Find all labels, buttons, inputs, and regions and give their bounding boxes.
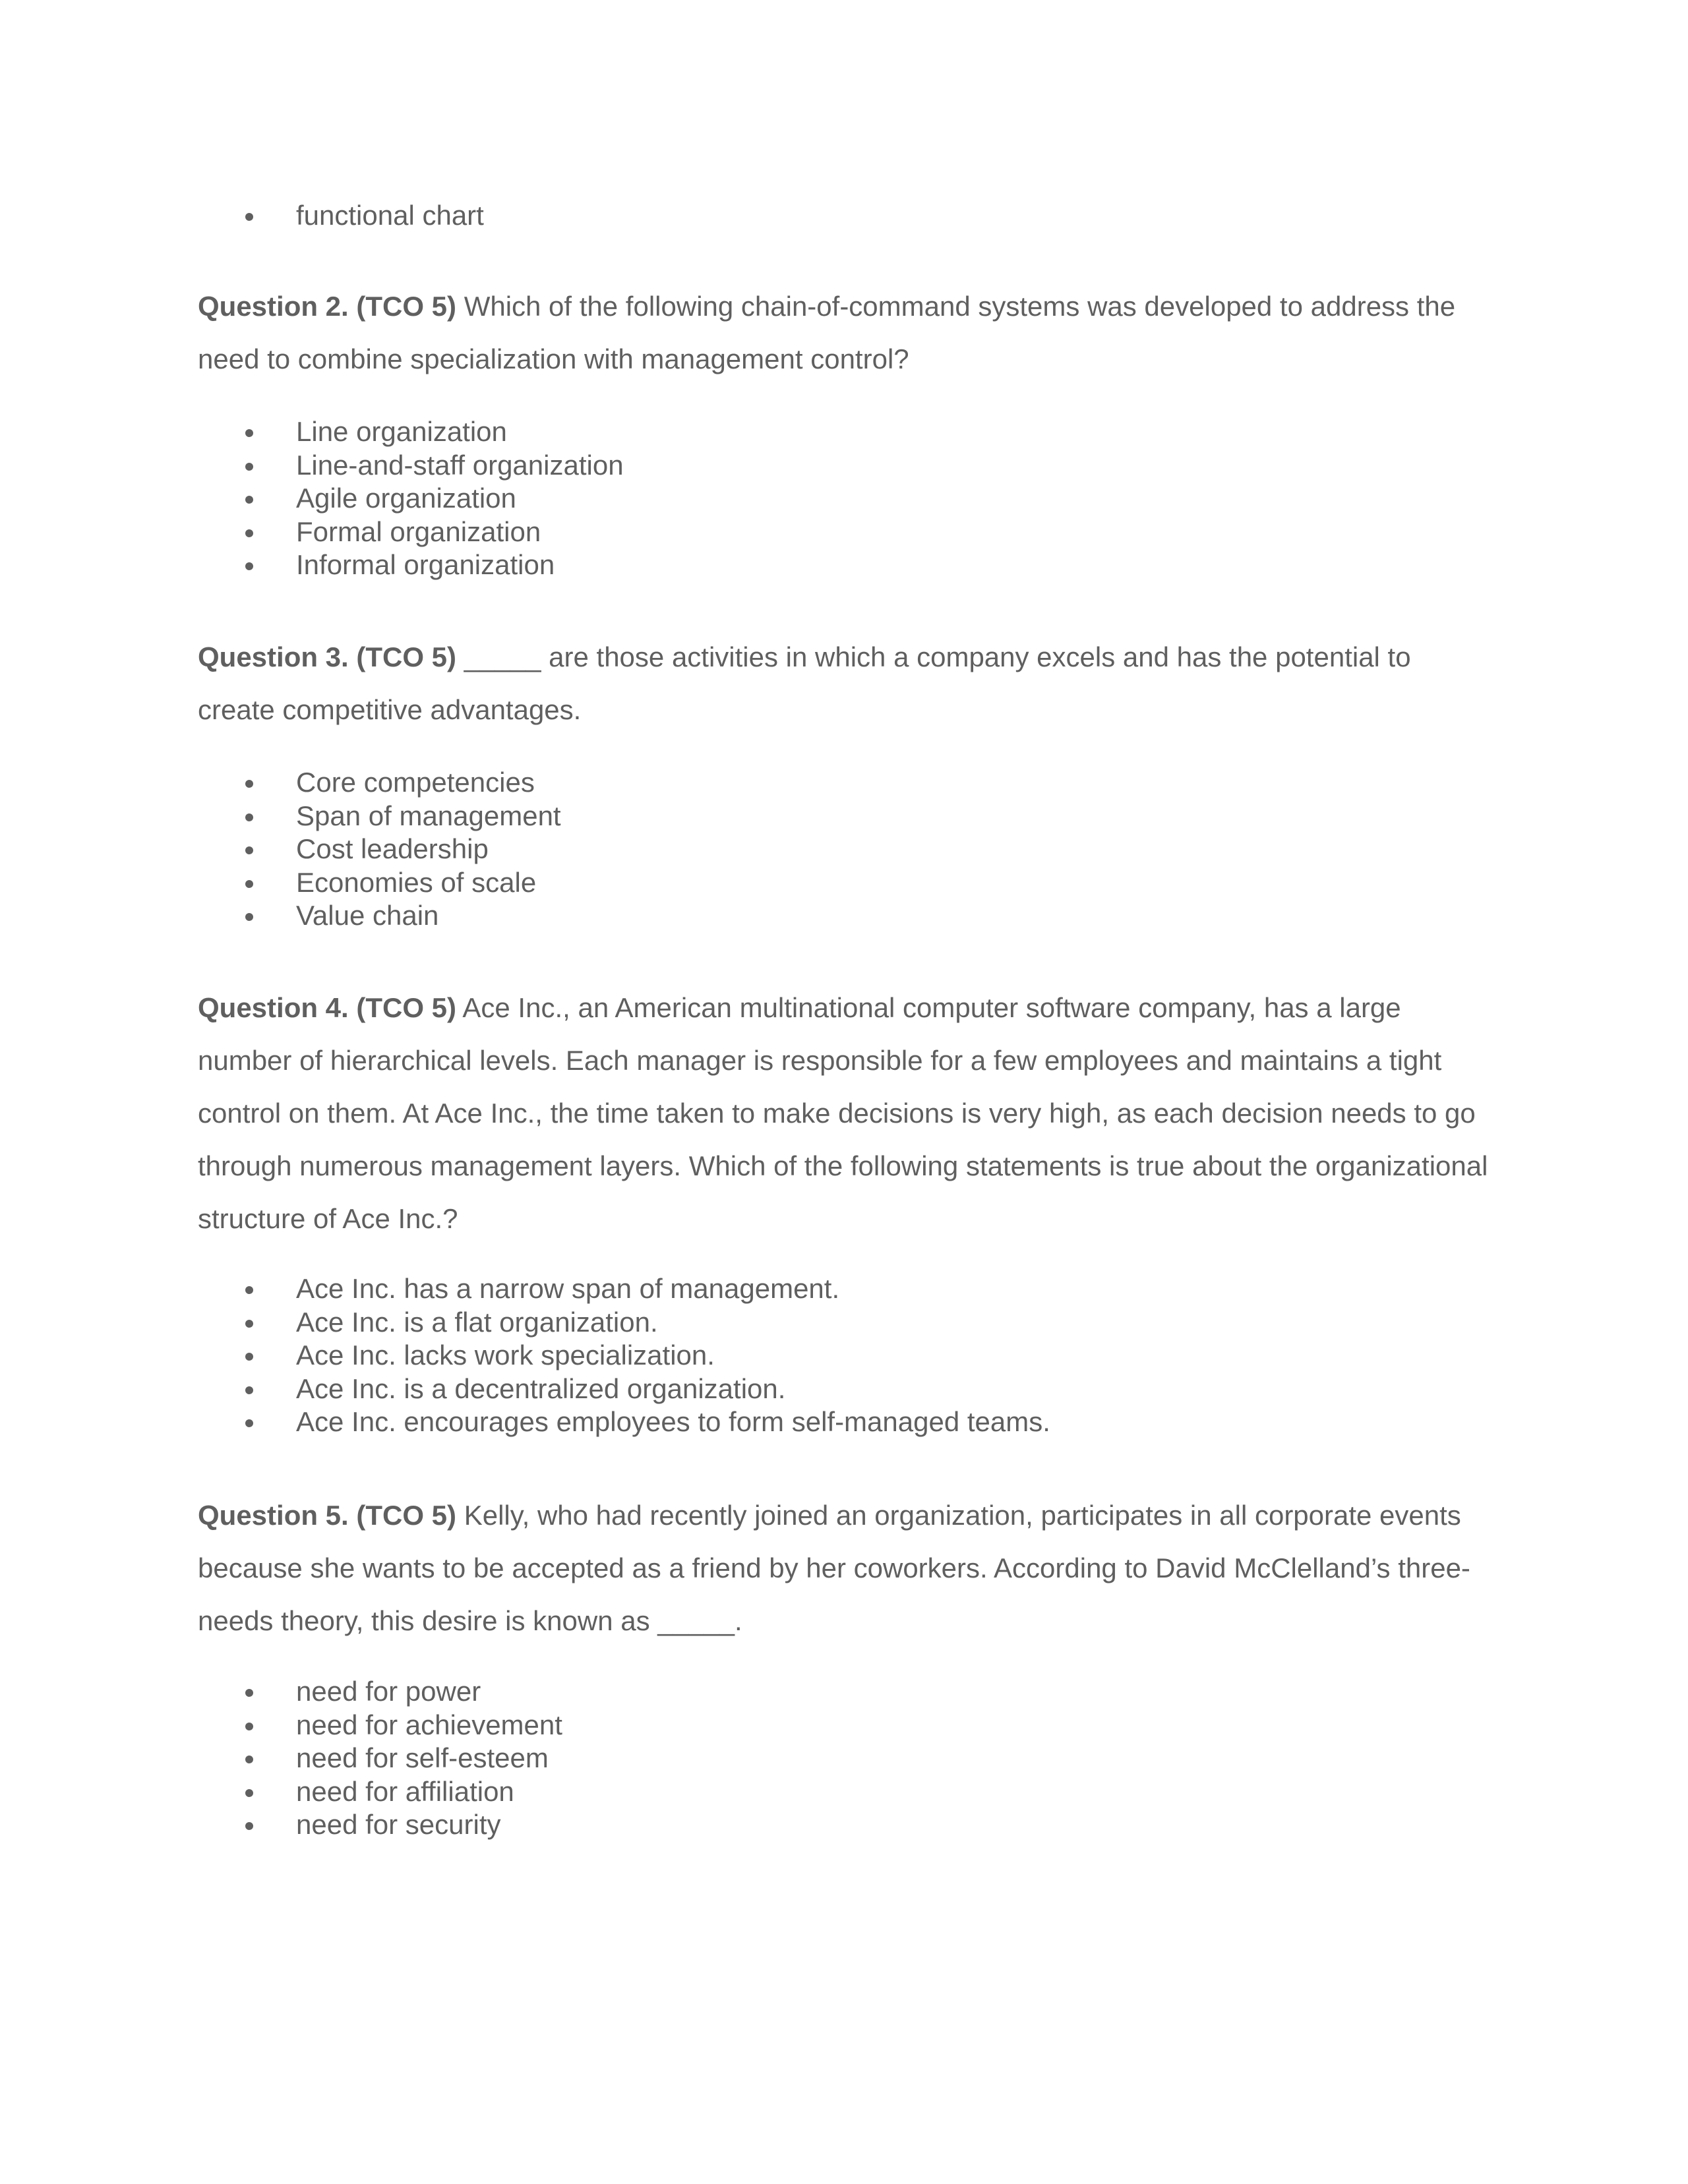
question-text: Kelly, who had recently joined an organization, participates in all corporate events because she wants to be accepted as a friend by her coworkers. According to David McClelland’s three-needs theory, this desire is known as _____. <box>198 1500 1470 1636</box>
option-text: Cost leadership <box>296 833 489 864</box>
bullet-icon <box>245 1689 253 1697</box>
option-text: Span of management <box>296 800 561 831</box>
list-item <box>0 199 484 233</box>
bullet-icon <box>245 1756 253 1763</box>
bullet-icon <box>245 429 253 437</box>
question-text: Ace Inc., an American multinational computer software company, has a large number of hierarchical levels. Each manager is responsible for a few employees and maintains a tight control on them. At Ace Inc., the time taken to make decisions is very high, as each decision needs to go through numerous management layers. Which of the following statements is true about the organizational structure of Ace Inc.? <box>198 992 1488 1234</box>
list-item <box>0 1808 562 1842</box>
option-text: Agile organization <box>296 483 516 514</box>
bullet-icon <box>245 213 253 221</box>
option-text: need for power <box>296 1676 481 1707</box>
bullet-icon <box>245 1419 253 1427</box>
bullet-icon <box>245 813 253 821</box>
list-item <box>0 833 561 866</box>
question-label: Question 2. (TCO 5) <box>198 291 457 322</box>
bullet-icon <box>245 1386 253 1394</box>
list-item <box>0 1709 562 1742</box>
option-text: Informal organization <box>296 549 555 580</box>
option-text: need for self-esteem <box>296 1742 549 1773</box>
list-item <box>0 1339 1050 1372</box>
option-text: need for achievement <box>296 1709 562 1740</box>
list-item <box>0 800 561 833</box>
question-3-options <box>0 766 561 933</box>
question-4-options <box>0 1272 1050 1439</box>
option-text: Line organization <box>296 416 507 447</box>
bullet-icon <box>245 1789 253 1797</box>
bullet-icon <box>245 529 253 537</box>
question-5-options <box>0 1675 562 1842</box>
option-text: Ace Inc. is a flat organization. <box>296 1306 658 1338</box>
question-4 <box>198 982 1490 1245</box>
option-text: functional chart <box>296 200 484 231</box>
bullet-icon <box>245 780 253 788</box>
option-text: Ace Inc. lacks work specialization. <box>296 1340 715 1371</box>
bullet-icon <box>245 880 253 888</box>
bullet-icon <box>245 496 253 504</box>
question-2 <box>198 280 1490 386</box>
bullet-icon <box>245 1723 253 1730</box>
option-text: Ace Inc. has a narrow span of management. <box>296 1273 840 1304</box>
option-text: Ace Inc. encourages employees to form self-managed teams. <box>296 1406 1050 1437</box>
list-item <box>0 482 624 516</box>
option-text: Economies of scale <box>296 866 537 898</box>
bullet-icon <box>245 913 253 921</box>
list-item <box>0 1372 1050 1406</box>
option-text: need for affiliation <box>296 1775 514 1807</box>
question-text: Which of the following chain-of-command systems was developed to address the need to combine specialization with management control? <box>198 291 1456 374</box>
carryover-options <box>0 199 484 233</box>
list-item <box>0 1405 1050 1439</box>
question-text: _____ are those activities in which a company excels and has the potential to create competitive advantages. <box>198 641 1411 725</box>
question-label: Question 4. (TCO 5) <box>198 992 457 1023</box>
bullet-icon <box>245 562 253 570</box>
list-item <box>0 766 561 800</box>
bullet-icon <box>245 1822 253 1830</box>
list-item <box>0 1742 562 1775</box>
bullet-icon <box>245 1286 253 1294</box>
bullet-icon <box>245 1353 253 1361</box>
list-item <box>0 1306 1050 1340</box>
list-item <box>0 866 561 900</box>
list-item <box>0 1675 562 1709</box>
question-2-options <box>0 415 624 582</box>
list-item <box>0 449 624 483</box>
list-item <box>0 516 624 549</box>
option-text: Core competencies <box>296 767 535 798</box>
option-text: Value chain <box>296 900 439 931</box>
list-item <box>0 415 624 449</box>
list-item <box>0 899 561 933</box>
option-text: need for security <box>296 1809 501 1840</box>
list-item <box>0 548 624 582</box>
list-item <box>0 1272 1050 1306</box>
bullet-icon <box>245 846 253 854</box>
option-text: Line-and-staff organization <box>296 449 624 481</box>
question-3 <box>198 631 1490 736</box>
option-text: Ace Inc. is a decentralized organization. <box>296 1372 786 1404</box>
bullet-icon <box>245 463 253 471</box>
option-text: Formal organization <box>296 516 541 547</box>
question-5 <box>198 1489 1490 1647</box>
bullet-icon <box>245 1320 253 1328</box>
question-label: Question 5. (TCO 5) <box>198 1500 457 1531</box>
question-label: Question 3. (TCO 5) <box>198 641 457 672</box>
list-item <box>0 1775 562 1809</box>
